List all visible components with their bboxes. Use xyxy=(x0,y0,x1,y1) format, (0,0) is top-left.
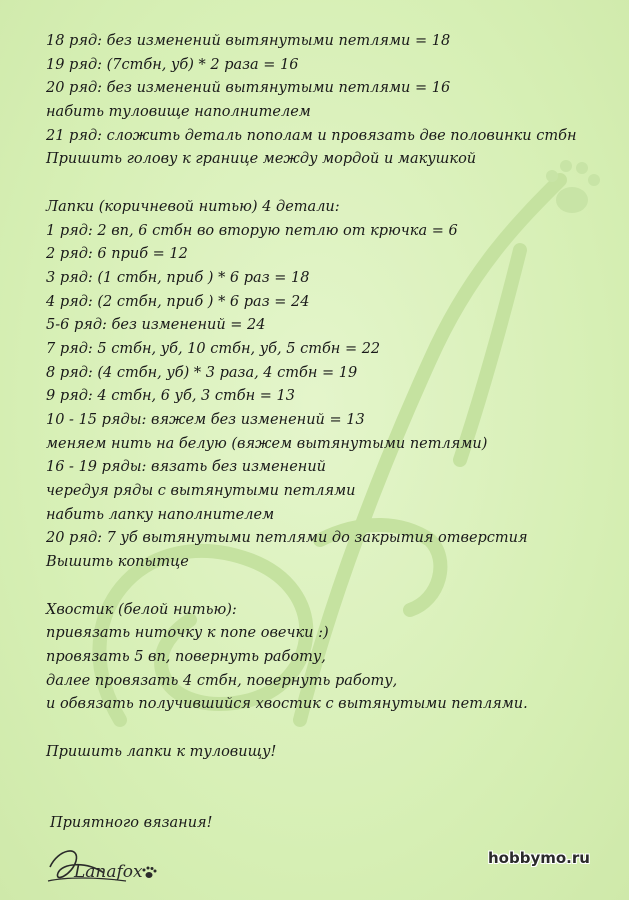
text-line: набить лапку наполнителем xyxy=(46,506,275,523)
text-line: 2 ряд: 6 приб = 12 xyxy=(46,246,188,263)
pattern-text xyxy=(46,30,616,764)
greeting-text: Приятного вязания! xyxy=(50,815,213,831)
text-line: и обвязать получившийся хвостик с вытянутыми петлями. xyxy=(46,696,528,713)
blank-line xyxy=(46,172,616,196)
blank-line xyxy=(46,575,616,599)
text-line: 19 ряд: (7стбн, уб) * 2 раза = 16 xyxy=(46,56,299,73)
text-line: 16 - 19 ряды: вязать без изменений xyxy=(46,459,327,476)
text-line: Пришить голову к границе между мордой и макушкой xyxy=(46,151,477,168)
text-line: далее провязать 4 стбн, повернуть работу, xyxy=(46,672,398,689)
text-line: 18 ряд: без изменений вытянутыми петлями = 18 xyxy=(46,33,451,49)
text-line: набить туловище наполнителем xyxy=(46,104,311,121)
text-line: 21 ряд: сложить деталь пополам и провязать две половинки стбн xyxy=(46,127,577,144)
text-line: меняем нить на белую (вяжем вытянутыми петлями) xyxy=(46,435,488,452)
svg-text:Lanafox: Lanafox xyxy=(74,862,143,882)
site-watermark: hobbymo.ru xyxy=(488,849,590,867)
text-line: 7 ряд: 5 стбн, уб, 10 стбн, уб, 5 стбн = 22 xyxy=(46,340,381,357)
text-line: 8 ряд: (4 стбн, уб) * 3 раза, 4 стбн = 19 xyxy=(46,364,358,381)
text-line: Лапки (коричневой нитью) 4 детали: xyxy=(46,198,340,215)
lanafox-signature xyxy=(46,843,176,887)
text-line: 1 ряд: 2 вп, 6 стбн во вторую петлю от крючка = 6 xyxy=(46,222,458,239)
blank-line xyxy=(46,717,616,741)
text-line: 20 ряд: 7 уб вытянутыми петлями до закрытия отверстия xyxy=(46,530,528,547)
signature-paw-icon xyxy=(143,867,157,879)
text-line: 10 - 15 ряды: вяжем без изменений = 13 xyxy=(46,412,365,428)
text-line: Вышить копытце xyxy=(46,554,189,571)
text-line: провязать 5 вп, повернуть работу, xyxy=(46,648,326,665)
text-line: привязать ниточку к попе овечки :) xyxy=(46,625,329,642)
text-line: 4 ряд: (2 стбн, приб ) * 6 раз = 24 xyxy=(46,293,310,310)
text-line: 9 ряд: 4 стбн, 6 уб, 3 стбн = 13 xyxy=(46,388,295,405)
text-line: Пришить лапки к туловищу! xyxy=(46,743,277,760)
text-line: 20 ряд: без изменений вытянутыми петлями = 16 xyxy=(46,80,451,97)
text-line: 3 ряд: (1 стбн, приб ) * 6 раз = 18 xyxy=(46,269,310,286)
text-line: Хвостик (белой нитью): xyxy=(46,601,237,618)
text-line: 5-6 ряд: без изменений = 24 xyxy=(46,317,266,334)
text-line: чередуя ряды с вытянутыми петлями xyxy=(46,483,356,500)
